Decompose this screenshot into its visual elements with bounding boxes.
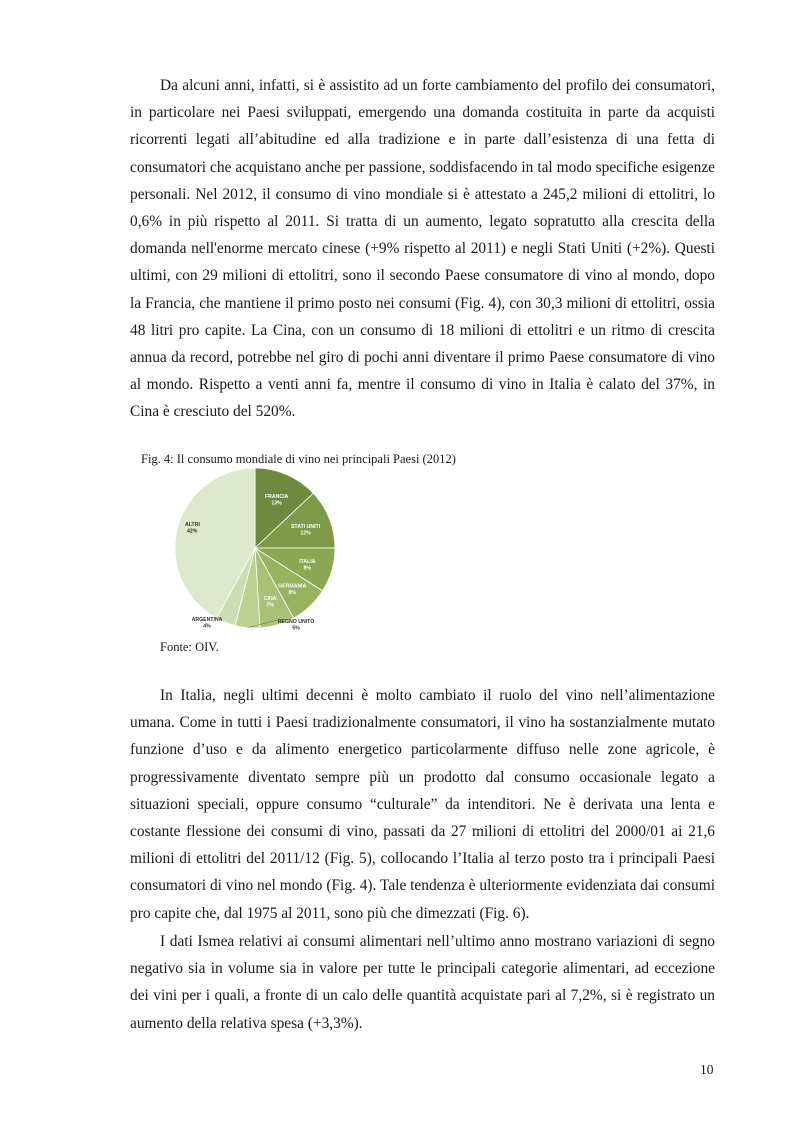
paragraph-consumption-profile: Da alcuni anni, infatti, si è assistito ad un forte cambiamento del profilo dei consumatori, in particolare nei Paesi sviluppati, emergendo una domanda costituita in parte da acquisti ricorrenti legati all’abitudine ed alla tradizione e in parte dall’esistenza di una fetta di consumatori che acquistano anche per passione, soddisfacendo in tal modo specifiche esigenze personali. Nel 2012, il consumo di vino mondiale si è attestato a 245,2 milioni di ettolitri, lo 0,6% in più rispetto al 2011. Si tratta di un aumento, legato sopratutto alla crescita della domanda nell'enorme mercato cinese (+9% rispetto al 2011) e negli Stati Uniti (+2%). Questi ultimi, con 29 milioni di ettolitri, sono il secondo Paese consumatore di vino al mondo, dopo la Francia, che mantiene il primo posto nei consumi (Fig. 4), con 30,3 milioni di ettolitri, ossia 48 litri pro capite. La Cina, con un consumo di 18 milioni di ettolitri e un ritmo di crescita annua da record, potrebbe nel giro di pochi anni diventare il primo Paese consumatore di vino al mondo. Rispetto a venti anni fa, mentre il consumo di vino in Italia è calato del 37%, in Cina è cresciuto del 520%. bbox=[130, 77, 715, 421]
pie-value-regno-unito: 5% bbox=[292, 625, 300, 632]
pie-label-regno-unito: REGNO UNITO bbox=[277, 619, 315, 625]
pie-label-cina: CINA bbox=[263, 596, 277, 603]
pie-value-germania: 8% bbox=[288, 590, 296, 597]
page-number: 10 bbox=[700, 1062, 714, 1077]
pie-value-altri: 42% bbox=[187, 528, 198, 535]
figure-source: Fonte: OIV. bbox=[160, 640, 219, 654]
pie-label-altri: ALTRI bbox=[185, 522, 200, 528]
pie-label-stati-uniti: STATI UNITI bbox=[290, 523, 321, 530]
pie-value-cina: 7% bbox=[266, 602, 274, 609]
pie-label-germania: GERMANIA bbox=[278, 583, 307, 590]
paragraph-italy-consumption: In Italia, negli ultimi decenni è molto cambiato il ruolo del vino nell’alimentazione umana. Come in tutti i Paesi tradizionalmente consumatori, il vino ha sostanzialmente mutato funzione d’uso e da alimento energetico particolarmente diffuso nelle zone agricole, è progressivamente diventato sempre più un prodotto dal consumo occasionale legato a situazioni speciali, oppure consumo “culturale” da intenditori. Ne è derivata una lenta e costante flessione dei consumi di vino, passati da 27 milioni di ettolitri del 2000/01 ai 21,6 milioni di ettolitri del 2011/12 (Fig. 5), collocando l’Italia al terzo posto tra i principali Paesi consumatori di vino nel mondo (Fig. 4). Tale tendenza è ulteriormente evidenziata dai consumi pro capite che, dal 1975 al 2011, sono più che dimezzati (Fig. 6). bbox=[130, 687, 715, 922]
pie-label-italia: ITALIA bbox=[299, 559, 316, 566]
figure-caption: Fig. 4: Il consumo mondiale di vino nei principali Paesi (2012) bbox=[141, 452, 456, 466]
pie-value-argentina: 4% bbox=[203, 623, 211, 630]
pie-value-francia: 13% bbox=[271, 500, 282, 507]
pie-value-stati-uniti: 12% bbox=[300, 530, 311, 537]
pie-label-francia: FRANCIA bbox=[264, 494, 289, 501]
pie-label-argentina: ARGENTINA bbox=[191, 617, 223, 623]
pie-value-italia: 9% bbox=[303, 565, 311, 572]
paragraph-ismea-data: I dati Ismea relativi ai consumi alimentari nell’ultimo anno mostrano variazioni di segno negativo sia in volume sia in valore per tutte le principali categorie alimentari, ad eccezione dei vini per i quali, a fronte di un calo delle quantità acquistate pari al 7,2%, si è registrato un aumento della relativa spesa (+3,3%). bbox=[130, 933, 715, 1032]
pie-chart-world-wine-consumption bbox=[175, 468, 345, 636]
